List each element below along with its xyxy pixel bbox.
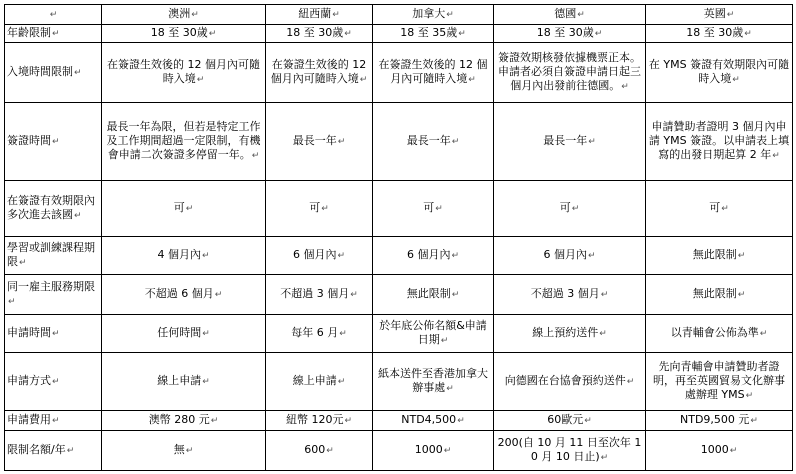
comparison-table	[4, 4, 793, 471]
table-cell: 在簽證生效後的 12 個月內可隨時入境↵	[266, 43, 373, 103]
table-cell: 18 至 30歲↵	[266, 25, 373, 43]
row-label: 限制名額/年↵	[5, 431, 102, 471]
table-cell: 最長一年↵	[373, 103, 494, 181]
row-label: 申請費用↵	[5, 411, 102, 431]
table-cell: 線上預約送件↵	[494, 315, 646, 353]
table-cell: 60歐元↵	[494, 411, 646, 431]
table-cell: 18 至 30歲↵	[646, 25, 793, 43]
table-cell: 任何時間↵	[102, 315, 266, 353]
header-cell: 加拿大↵	[373, 5, 494, 25]
row-label: 簽證時間↵	[5, 103, 102, 181]
row-label: 申請方式↵	[5, 353, 102, 411]
table-row	[5, 103, 793, 181]
table-cell: 最長一年為限，但若是特定工作及工作期間超過一定限制，有機會申請二次簽證多停留一年。↵	[102, 103, 266, 181]
table-cell: 4 個月內↵	[102, 237, 266, 275]
table-cell: NTD4,500↵	[373, 411, 494, 431]
table-row	[5, 237, 793, 275]
table-row	[5, 25, 793, 43]
table-cell: 澳幣 280 元↵	[102, 411, 266, 431]
table-cell: 可↵	[266, 181, 373, 237]
table-cell: 最長一年↵	[494, 103, 646, 181]
table-cell: 以青輔會公佈為準↵	[646, 315, 793, 353]
table-cell: 不超過 3 個月↵	[494, 275, 646, 315]
table-cell: 無此限制↵	[646, 275, 793, 315]
header-row	[5, 5, 793, 25]
row-label: 學習或訓練課程期限↵	[5, 237, 102, 275]
header-cell: 德國↵	[494, 5, 646, 25]
table-cell: 紙本送件至香港加拿大辦事處↵	[373, 353, 494, 411]
table-cell: 1000↵	[373, 431, 494, 471]
table-cell: 於年底公佈名額&申請日期↵	[373, 315, 494, 353]
row-label: 申請時間↵	[5, 315, 102, 353]
table-cell: 不超過 6 個月↵	[102, 275, 266, 315]
table-cell: 在簽證生效後的 12 個月內可隨時入境↵	[102, 43, 266, 103]
header-cell: ↵	[5, 5, 102, 25]
table-cell: 600↵	[266, 431, 373, 471]
table-row	[5, 431, 793, 471]
row-label: 年齡限制↵	[5, 25, 102, 43]
table-cell: 6 個月內↵	[373, 237, 494, 275]
table-cell: NTD9,500 元↵	[646, 411, 793, 431]
table-cell: 在 YMS 簽證有效期限內可隨時入境↵	[646, 43, 793, 103]
table-cell: 不超過 3 個月↵	[266, 275, 373, 315]
table-cell: 在簽證生效後的 12 個月內可隨時入境↵	[373, 43, 494, 103]
header-cell: 澳洲↵	[102, 5, 266, 25]
table-cell: 向德國在台協會預約送件↵	[494, 353, 646, 411]
table-cell: 紐幣 120元↵	[266, 411, 373, 431]
table-cell: 無↵	[102, 431, 266, 471]
table-cell: 18 至 30歲↵	[102, 25, 266, 43]
row-label: 入境時間限制↵	[5, 43, 102, 103]
table-cell: 申請贊助者證明 3 個月內申請 YMS 簽證。以申請表上填寫的出發日期起算 2 年↵	[646, 103, 793, 181]
table-cell: 可↵	[373, 181, 494, 237]
table-cell: 1000↵	[646, 431, 793, 471]
header-cell: 英國↵	[646, 5, 793, 25]
table-cell: 無此限制↵	[373, 275, 494, 315]
table-row	[5, 275, 793, 315]
table-row	[5, 181, 793, 237]
table-cell: 線上申請↵	[102, 353, 266, 411]
table-cell: 可↵	[494, 181, 646, 237]
table-row	[5, 43, 793, 103]
table-cell: 6 個月內↵	[494, 237, 646, 275]
table-cell: 每年 6 月↵	[266, 315, 373, 353]
table-cell: 簽證效期核發依據機票正本。申請者必須自簽證申請日起三個月內出發前往德國。↵	[494, 43, 646, 103]
table-cell: 200(自 10 月 11 日至次年 10 月 10 日止)↵	[494, 431, 646, 471]
table-row	[5, 411, 793, 431]
row-label: 在簽證有效期限內多次進去該國↵	[5, 181, 102, 237]
table-cell: 可↵	[646, 181, 793, 237]
table-cell: 無此限制↵	[646, 237, 793, 275]
table-row	[5, 315, 793, 353]
row-label: 同一雇主服務期限↵	[5, 275, 102, 315]
table-cell: 18 至 30歲↵	[494, 25, 646, 43]
table-cell: 6 個月內↵	[266, 237, 373, 275]
table-row	[5, 353, 793, 411]
table-cell: 最長一年↵	[266, 103, 373, 181]
table-cell: 先向青輔會申請贊助者證明，再至英國貿易文化辦事處辦理 YMS↵	[646, 353, 793, 411]
header-cell: 紐西蘭↵	[266, 5, 373, 25]
table-cell: 18 至 35歲↵	[373, 25, 494, 43]
table-cell: 線上申請↵	[266, 353, 373, 411]
table-cell: 可↵	[102, 181, 266, 237]
